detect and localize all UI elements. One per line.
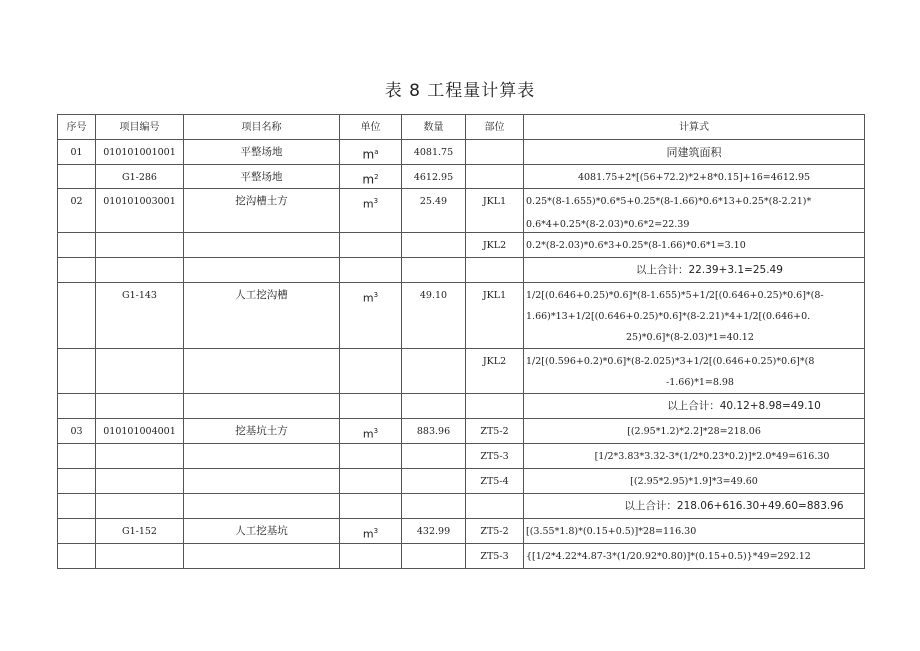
row-qty (402, 258, 466, 283)
row-seq (58, 544, 96, 569)
table-row (58, 494, 865, 519)
formula-line: 4081.75+2*[(56+72.2)*2+8*0.15]+16=4612.95 (577, 172, 811, 183)
header-seq: 序号 (58, 115, 96, 140)
header-unit: 单位 (340, 115, 402, 140)
row-qty (402, 349, 466, 394)
row-unit (340, 544, 402, 569)
row-seq (58, 283, 96, 349)
row-qty (402, 469, 466, 494)
row-qty (402, 394, 466, 419)
row-formula (524, 349, 865, 394)
unit-base: m (362, 197, 374, 211)
row-code (96, 494, 184, 519)
row-qty (402, 444, 466, 469)
row-part (466, 140, 524, 165)
table-row (58, 394, 865, 419)
formula-line: {[1/2*4.22*4.87-3*(1/20.92*0.80)]*(0.15+0.5)}*49=292.12 (526, 551, 811, 562)
header-row (58, 115, 865, 140)
row-part: ZT5-2 (466, 519, 524, 544)
row-formula (524, 140, 865, 165)
row-part (466, 394, 524, 419)
formula-line: 以上合计：218.06+616.30+49.60=883.96 (624, 500, 844, 512)
table-row (58, 544, 865, 569)
formula-line: [1/2*3.83*3.32-3*(1/2*0.23*0.2)]*2.0*49=616.30 (594, 451, 830, 462)
row-unit (340, 349, 402, 394)
row-unit (340, 494, 402, 519)
unit-base: m (362, 427, 374, 441)
table-row (58, 233, 865, 258)
row-name (184, 233, 340, 258)
row-part (466, 258, 524, 283)
row-name: 平整场地 (184, 165, 340, 189)
unit-exponent: 3 (373, 527, 379, 535)
row-part: ZT5-3 (466, 544, 524, 569)
formula-line: [(2.95*1.2)*2.2]*28=218.06 (627, 426, 761, 437)
row-qty: 883.96 (402, 419, 466, 444)
unit-exponent: 2 (374, 173, 379, 181)
row-name (184, 469, 340, 494)
row-part (466, 165, 524, 189)
formula-line: -1.66)*1=8.98 (666, 377, 734, 388)
row-qty: 25.49 (402, 189, 466, 233)
row-formula (524, 469, 865, 494)
row-code (96, 349, 184, 394)
row-code (96, 444, 184, 469)
row-formula (524, 444, 865, 469)
row-unit (340, 258, 402, 283)
row-unit (340, 283, 402, 349)
unit-base: m (362, 172, 375, 187)
formula-line: 同建筑面积 (666, 146, 722, 159)
row-code (96, 469, 184, 494)
table-row (58, 258, 865, 283)
table-row (58, 444, 865, 469)
row-code: 010101003001 (96, 189, 184, 233)
table-row (58, 349, 865, 394)
row-seq (58, 258, 96, 283)
row-seq (58, 349, 96, 394)
row-code: G1-143 (96, 283, 184, 349)
row-formula (524, 233, 865, 258)
formula-line: 0.6*4+0.25*(8-2.03)*0.6*2=22.39 (526, 219, 690, 230)
row-formula (524, 544, 865, 569)
table-row (58, 165, 865, 189)
row-seq (58, 165, 96, 189)
row-unit (340, 419, 402, 444)
row-name (184, 349, 340, 394)
row-seq (58, 394, 96, 419)
row-unit (340, 394, 402, 419)
row-name (184, 258, 340, 283)
row-name: 平整场地 (184, 140, 340, 165)
header-formula: 计算式 (524, 115, 865, 140)
header-name: 项目名称 (184, 115, 340, 140)
row-formula (524, 189, 865, 233)
row-formula (524, 494, 865, 519)
row-part: ZT5-4 (466, 469, 524, 494)
formula-line: 25)*0.6]*(8-2.03)*1=40.12 (626, 332, 754, 343)
row-unit (340, 519, 402, 544)
row-qty: 49.10 (402, 283, 466, 349)
row-part: JKL2 (466, 349, 524, 394)
row-unit (340, 189, 402, 233)
row-code: G1-152 (96, 519, 184, 544)
row-seq: 02 (58, 189, 96, 233)
row-qty: 4081.75 (402, 140, 466, 165)
formula-line: 0.25*(8-1.655)*0.6*5+0.25*(8-1.66)*0.6*13+0.25*(8-2.21)* (526, 196, 812, 207)
row-name (184, 444, 340, 469)
row-name: 人工挖基坑 (184, 519, 340, 544)
row-qty: 432.99 (402, 519, 466, 544)
formula-line: 以上合计：40.12+8.98=49.10 (667, 400, 821, 412)
unit-base: m (362, 527, 374, 541)
header-qty: 数量 (402, 115, 466, 140)
row-seq: 01 (58, 140, 96, 165)
row-formula (524, 419, 865, 444)
row-part (466, 494, 524, 519)
row-code: 010101001001 (96, 140, 184, 165)
row-part: ZT5-3 (466, 444, 524, 469)
row-unit (340, 469, 402, 494)
row-part: JKL1 (466, 189, 524, 233)
formula-line: [(2.95*2.95)*1.9]*3=49.60 (630, 476, 758, 487)
row-seq (58, 469, 96, 494)
formula-line: 以上合计：22.39+3.1=25.49 (636, 264, 783, 276)
row-seq: 03 (58, 419, 96, 444)
row-seq (58, 444, 96, 469)
row-unit (340, 444, 402, 469)
row-formula (524, 519, 865, 544)
row-unit (340, 140, 402, 165)
row-code (96, 394, 184, 419)
unit-base: m (362, 291, 374, 305)
row-code (96, 544, 184, 569)
header-part: 部位 (466, 115, 524, 140)
row-unit (340, 165, 402, 189)
formula-line: 1/2[(0.646+0.25)*0.6]*(8-1.655)*5+1/2[(0.646+0.25)*0.6]*(8- (526, 290, 824, 301)
page-title: 表 8 工程量计算表 (384, 81, 536, 101)
row-code: 010101004001 (96, 419, 184, 444)
row-formula (524, 165, 865, 189)
row-code (96, 233, 184, 258)
unit-exponent: a (374, 148, 379, 156)
row-code: G1-286 (96, 165, 184, 189)
table-row (58, 189, 865, 233)
row-qty: 4612.95 (402, 165, 466, 189)
table-row (58, 419, 865, 444)
table-row (58, 469, 865, 494)
formula-line: [(3.55*1.8)*(0.15+0.5)]*28=116.30 (526, 526, 697, 537)
formula-line: 1/2[(0.596+0.2)*0.6]*(8-2.025)*3+1/2[(0.646+0.25)*0.6]*(8 (526, 356, 815, 367)
row-part: JKL1 (466, 283, 524, 349)
row-formula (524, 283, 865, 349)
formula-line: 0.2*(8-2.03)*0.6*3+0.25*(8-1.66)*0.6*1=3.10 (526, 240, 746, 251)
row-seq (58, 233, 96, 258)
row-formula (524, 258, 865, 283)
row-qty (402, 233, 466, 258)
table-row (58, 519, 865, 544)
row-qty (402, 544, 466, 569)
unit-exponent: 3 (373, 427, 379, 435)
unit-exponent: 3 (373, 197, 379, 205)
header-code: 项目编号 (96, 115, 184, 140)
row-part: ZT5-2 (466, 419, 524, 444)
row-name: 挖沟槽土方 (184, 189, 340, 233)
row-code (96, 258, 184, 283)
row-qty (402, 494, 466, 519)
table-row (58, 140, 865, 165)
row-unit (340, 233, 402, 258)
quantity-table (57, 114, 864, 569)
row-seq (58, 494, 96, 519)
row-part: JKL2 (466, 233, 524, 258)
row-name: 挖基坑土方 (184, 419, 340, 444)
row-name (184, 494, 340, 519)
unit-exponent: 3 (373, 291, 379, 299)
table-row (58, 283, 865, 349)
formula-line: 1.66)*13+1/2[(0.646+0.25)*0.6]*(8-2.21)*4+1/2[(0.646+0. (526, 311, 811, 322)
unit-base: m (362, 147, 375, 162)
row-formula (524, 394, 865, 419)
row-seq (58, 519, 96, 544)
row-name (184, 544, 340, 569)
row-name: 人工挖沟槽 (184, 283, 340, 349)
row-name (184, 394, 340, 419)
